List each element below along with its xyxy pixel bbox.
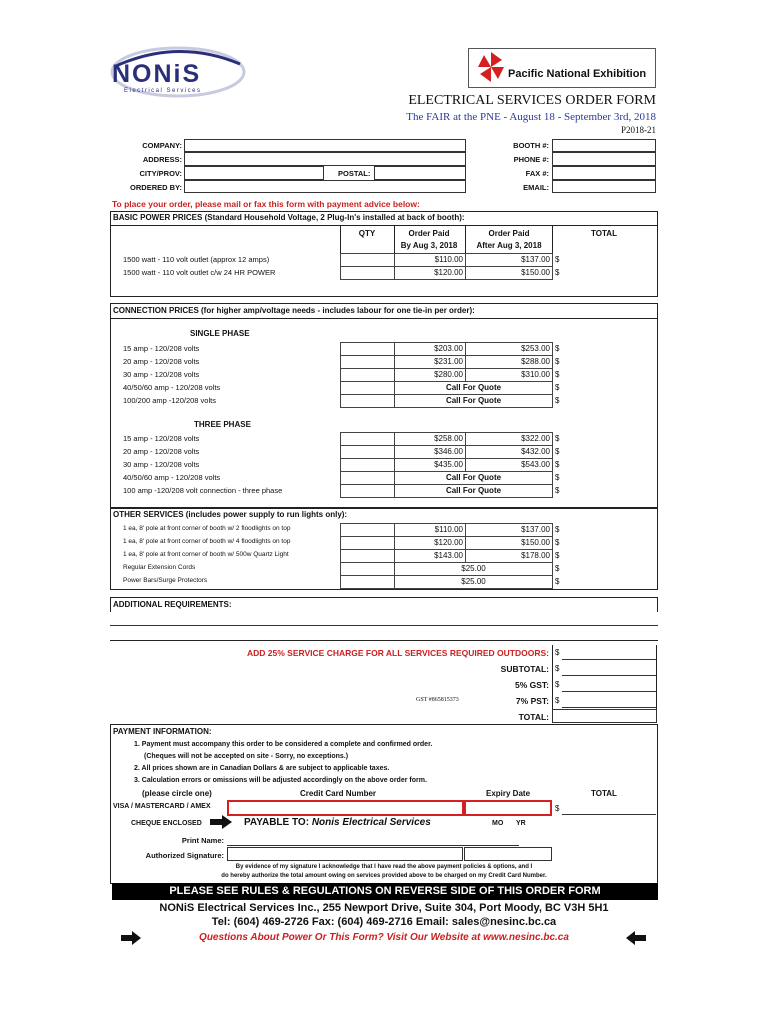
- row-total-field[interactable]: [562, 253, 657, 267]
- email-label: EMAIL:: [523, 183, 549, 192]
- cc-number-field[interactable]: [227, 800, 464, 816]
- arrow-right-icon: [210, 815, 232, 829]
- qty-field[interactable]: [340, 536, 395, 550]
- row-total-dollar: $: [555, 486, 560, 495]
- instruction-text: To place your order, please mail or fax this form with payment advice below:: [112, 199, 420, 209]
- price-row-label: 1500 watt - 110 volt outlet c/w 24 HR POWER: [123, 268, 276, 277]
- other-services-heading: OTHER SERVICES (includes power supply to run lights only):: [113, 510, 348, 519]
- paid-before-header-2: By Aug 3, 2018: [400, 241, 458, 250]
- visa-option[interactable]: VISA / MASTERCARD / AMEX: [113, 803, 211, 810]
- total-header: TOTAL: [591, 229, 617, 238]
- pne-logo: [468, 48, 656, 88]
- row-total-dollar: $: [555, 268, 560, 277]
- expiry-field[interactable]: [464, 800, 552, 816]
- footer-contact: Tel: (604) 469-2726 Fax: (604) 469-2716 Email: sales@nesinc.bc.ca: [211, 916, 557, 928]
- date-field[interactable]: [464, 847, 552, 861]
- pst-field[interactable]: [562, 695, 656, 708]
- qty-field[interactable]: [340, 355, 395, 369]
- price-after-deadline: $543.00: [465, 458, 553, 472]
- price-after-deadline: $137.00: [465, 523, 553, 537]
- qty-field[interactable]: [340, 484, 395, 498]
- three-phase-title: THREE PHASE: [194, 420, 251, 429]
- price-after-deadline: $432.00: [465, 445, 553, 459]
- qty-header: QTY: [358, 229, 376, 238]
- price-row-label: 30 amp - 120/208 volts: [123, 370, 200, 379]
- price-before-deadline: $110.00: [394, 253, 466, 267]
- row-total-field[interactable]: [562, 445, 657, 459]
- price-before-deadline: $435.00: [394, 458, 466, 472]
- payment-total-dollar: $: [555, 804, 560, 813]
- payment-rule-3: 3. Calculation errors or omissions will be adjusted accordingly on the above order form.: [134, 777, 427, 784]
- single-phase-title: SINGLE PHASE: [190, 329, 250, 338]
- nonis-logo-text: NONiS: [112, 60, 202, 88]
- email-field[interactable]: [552, 180, 656, 193]
- row-total-dollar: $: [555, 255, 560, 264]
- price-before-deadline: $231.00: [394, 355, 466, 369]
- expiry-mo-label: MO: [492, 820, 504, 827]
- additional-heading: ADDITIONAL REQUIREMENTS:: [113, 600, 232, 609]
- price-before-deadline: Call For Quote: [394, 394, 553, 408]
- subtotal-label: SUBTOTAL:: [500, 664, 549, 674]
- ordered-by-label: ORDERED BY:: [130, 183, 182, 192]
- row-total-dollar: $: [555, 370, 560, 379]
- price-after-deadline: $288.00: [465, 355, 553, 369]
- payment-rule-2: 2. All prices shown are in Canadian Dollars & are subject to applicable taxes.: [134, 765, 390, 772]
- grand-total-label: TOTAL:: [518, 712, 549, 722]
- row-total-dollar: $: [555, 447, 560, 456]
- price-row-label: 100 amp -120/208 volt connection - three phase: [123, 486, 283, 495]
- price-after-deadline: $310.00: [465, 368, 553, 382]
- price-row-label: 40/50/60 amp - 120/208 volts: [123, 473, 221, 482]
- price-after-deadline: $150.00: [465, 536, 553, 550]
- pst-label: 7% PST:: [515, 696, 549, 706]
- form-subtitle: The FAIR at the PNE - August 18 - September 3rd, 2018: [406, 111, 656, 123]
- row-total-field[interactable]: [562, 381, 657, 395]
- footer-address: NONiS Electrical Services Inc., 255 Newport Drive, Suite 304, Port Moody, BC V3H 5H1: [159, 902, 609, 914]
- row-total-field[interactable]: [562, 471, 657, 485]
- price-after-deadline: $178.00: [465, 549, 553, 563]
- price-row-label: 1 ea, 8' pole at front corner of booth w/ 4 floodlights on top: [123, 538, 291, 545]
- address-field[interactable]: [184, 152, 466, 166]
- row-total-field[interactable]: [562, 536, 657, 550]
- price-row-label: 40/50/60 amp - 120/208 volts: [123, 383, 221, 392]
- qty-field[interactable]: [340, 575, 395, 589]
- row-total-field[interactable]: [562, 368, 657, 382]
- gst-field[interactable]: [562, 679, 656, 692]
- company-field[interactable]: [184, 139, 466, 152]
- subtotal-dollar: $: [555, 664, 560, 673]
- row-total-dollar: $: [555, 344, 560, 353]
- price-before-deadline: $110.00: [394, 523, 466, 537]
- row-total-field[interactable]: [562, 394, 657, 408]
- price-row-label: 1 ea, 8' pole at front corner of booth w/ 2 floodlights on top: [123, 525, 291, 532]
- price-after-deadline: $253.00: [465, 342, 553, 356]
- price-before-deadline: $120.00: [394, 536, 466, 550]
- print-name-label: Print Name:: [181, 836, 224, 845]
- qty-field[interactable]: [340, 432, 395, 446]
- price-row-label: 20 amp - 120/208 volts: [123, 447, 200, 456]
- row-total-dollar: $: [555, 564, 560, 573]
- address-label: ADDRESS:: [142, 155, 182, 164]
- outdoor-dollar: $: [555, 648, 560, 657]
- qty-field[interactable]: [340, 368, 395, 382]
- arrow-left-footer-icon: [626, 931, 646, 945]
- paid-after-header-1: Order Paid: [488, 229, 530, 238]
- row-total-field[interactable]: [562, 575, 657, 589]
- phone-field[interactable]: [552, 152, 656, 166]
- outdoor-charge-field[interactable]: [562, 647, 656, 660]
- price-before-deadline: $120.00: [394, 266, 466, 280]
- form-code: P2018-21: [620, 125, 656, 135]
- row-total-dollar: $: [555, 396, 560, 405]
- footer-question[interactable]: Questions About Power Or This Form? Visit Our Website at www.nesinc.bc.ca: [199, 932, 569, 943]
- qty-field[interactable]: [340, 471, 395, 485]
- price-before-deadline: $280.00: [394, 368, 466, 382]
- fax-field[interactable]: [552, 166, 656, 180]
- pinwheel-icon: [476, 50, 506, 84]
- fax-label: FAX #:: [525, 169, 549, 178]
- price-before-deadline: $258.00: [394, 432, 466, 446]
- acknowledgement-1: By evidence of my signature I acknowledge that I have read the above payment policies & options, and I: [235, 864, 533, 870]
- phone-label: PHONE #:: [513, 155, 549, 164]
- row-total-dollar: $: [555, 577, 560, 586]
- circle-one-label: (please circle one): [142, 789, 212, 798]
- row-total-field[interactable]: [562, 484, 657, 498]
- row-total-dollar: $: [555, 383, 560, 392]
- outdoor-charge-label: ADD 25% SERVICE CHARGE FOR ALL SERVICES REQUIRED OUTDOORS:: [247, 648, 549, 658]
- row-total-dollar: $: [555, 473, 560, 482]
- gst-number: GST #865815373: [416, 697, 459, 703]
- row-total-field[interactable]: [562, 458, 657, 472]
- qty-field[interactable]: [340, 458, 395, 472]
- form-title: ELECTRICAL SERVICES ORDER FORM: [408, 93, 656, 108]
- price-row-label: 30 amp - 120/208 volts: [123, 460, 200, 469]
- paid-before-header-1: Order Paid: [408, 229, 450, 238]
- qty-field[interactable]: [340, 394, 395, 408]
- postal-field[interactable]: [374, 166, 466, 180]
- row-total-dollar: $: [555, 357, 560, 366]
- row-total-field[interactable]: [562, 432, 657, 446]
- qty-field[interactable]: [340, 445, 395, 459]
- price-before-deadline: Call For Quote: [394, 471, 553, 485]
- price-row-label: 1500 watt - 110 volt outlet (approx 12 amps): [123, 255, 270, 264]
- expiry-label: Expiry Date: [486, 789, 531, 798]
- city-label: CITY/PROV:: [139, 169, 182, 178]
- print-name-field[interactable]: [227, 832, 519, 846]
- row-total-field[interactable]: [562, 549, 657, 563]
- payment-total-field[interactable]: [562, 801, 656, 815]
- additional-line-1[interactable]: [110, 612, 658, 626]
- company-label: COMPANY:: [142, 141, 182, 150]
- booth-field[interactable]: [552, 139, 656, 152]
- row-total-field[interactable]: [562, 355, 657, 369]
- row-total-field[interactable]: [562, 342, 657, 356]
- price-row-label: Regular Extension Cords: [123, 564, 196, 571]
- price-row-label: 20 amp - 120/208 volts: [123, 357, 200, 366]
- qty-field[interactable]: [340, 253, 395, 267]
- gst-label: 5% GST:: [514, 680, 549, 690]
- row-total-dollar: $: [555, 460, 560, 469]
- row-total-field[interactable]: [562, 266, 657, 280]
- nonis-logo-subtext: Electrical Services: [124, 88, 202, 94]
- rules-banner: PLEASE SEE RULES & REGULATIONS ON REVERSE SIDE OF THIS ORDER FORM: [112, 883, 658, 900]
- price-row-label: Power Bars/Surge Protectors: [123, 577, 208, 584]
- payable-to-name: Nonis Electrical Services: [311, 817, 431, 828]
- row-total-dollar: $: [555, 434, 560, 443]
- price-after-deadline: $322.00: [465, 432, 553, 446]
- subtotal-field[interactable]: [562, 663, 656, 676]
- payment-rule-1b: (Cheques will not be accepted on site - Sorry, no exceptions.): [144, 753, 349, 760]
- row-total-dollar: $: [555, 525, 560, 534]
- qty-field[interactable]: [340, 562, 395, 576]
- price-row-label: 100/200 amp -120/208 volts: [123, 396, 216, 405]
- qty-field[interactable]: [340, 549, 395, 563]
- booth-label: BOOTH #:: [513, 141, 549, 150]
- paid-after-header-2: After Aug 3, 2018: [476, 241, 542, 250]
- price-after-deadline: $137.00: [465, 253, 553, 267]
- expiry-yr-label: YR: [516, 820, 526, 827]
- row-total-field[interactable]: [562, 562, 657, 576]
- city-field[interactable]: [184, 166, 324, 180]
- gst-dollar: $: [555, 680, 560, 689]
- acknowledgement-2: do hereby authorize the total amount owing on services provided above to be charged on my Credit Card Number.: [221, 873, 547, 879]
- connection-heading: CONNECTION PRICES (for higher amp/voltage needs - includes labour for one tie-in per order):: [113, 306, 475, 315]
- pne-logo-text: Pacific National Exhibition: [508, 68, 647, 80]
- nonis-logo: [108, 42, 248, 102]
- signature-field[interactable]: [227, 847, 463, 861]
- price-before-deadline: Call For Quote: [394, 381, 553, 395]
- price-before-deadline: $346.00: [394, 445, 466, 459]
- qty-field[interactable]: [340, 523, 395, 537]
- cc-number-label: Credit Card Number: [300, 789, 377, 798]
- qty-field[interactable]: [340, 381, 395, 395]
- price-row-label: 1 ea, 8' pole at front corner of booth w/ 500w Quartz Light: [123, 551, 289, 558]
- additional-line-2[interactable]: [110, 626, 658, 640]
- price-before-deadline: $25.00: [394, 562, 553, 576]
- postal-label: POSTAL:: [338, 169, 371, 178]
- payment-rule-1: 1. Payment must accompany this order to be considered a complete and confirmed order.: [134, 741, 433, 748]
- row-total-dollar: $: [555, 538, 560, 547]
- qty-field[interactable]: [340, 342, 395, 356]
- price-before-deadline: $203.00: [394, 342, 466, 356]
- payable-to-prefix: PAYABLE TO:: [244, 817, 310, 828]
- grand-total-field[interactable]: [552, 709, 657, 723]
- cheque-option[interactable]: CHEQUE ENCLOSED: [131, 820, 202, 827]
- price-row-label: 15 amp - 120/208 volts: [123, 434, 200, 443]
- signature-label: Authorized Signature:: [145, 851, 224, 860]
- payment-total-label: TOTAL: [591, 789, 617, 798]
- payable-to-label: [244, 817, 431, 828]
- pst-dollar: $: [555, 696, 560, 705]
- row-total-dollar: $: [555, 551, 560, 560]
- price-row-label: 15 amp - 120/208 volts: [123, 344, 200, 353]
- basic-power-heading: BASIC POWER PRICES (Standard Household Voltage, 2 Plug-In's installed at back of booth):: [113, 213, 465, 222]
- ordered-by-field[interactable]: [184, 180, 466, 193]
- payment-heading: PAYMENT INFORMATION:: [113, 727, 212, 736]
- price-before-deadline: $143.00: [394, 549, 466, 563]
- qty-field[interactable]: [340, 266, 395, 280]
- price-before-deadline: Call For Quote: [394, 484, 553, 498]
- row-total-field[interactable]: [562, 523, 657, 537]
- price-before-deadline: $25.00: [394, 575, 553, 589]
- price-after-deadline: $150.00: [465, 266, 553, 280]
